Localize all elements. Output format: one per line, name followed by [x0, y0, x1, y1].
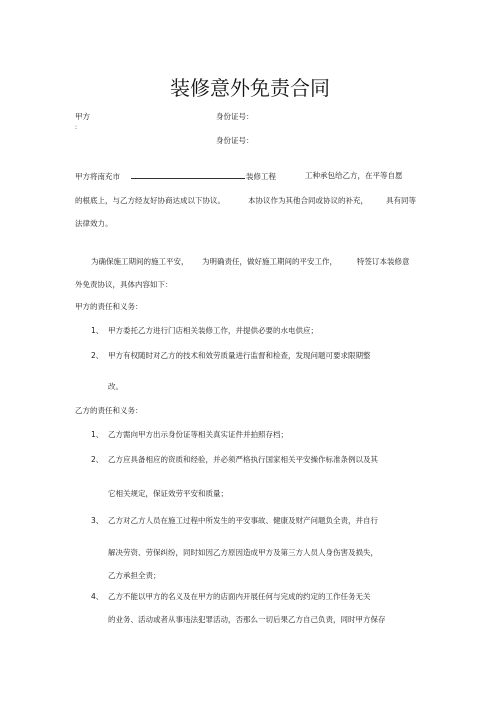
id-number-label-1: 身份证号： [216, 112, 254, 121]
id-number-label-2: 身份证号： [216, 136, 254, 145]
party-b-item-4-text: 乙方不能以甲方的名义及在甲方的店面内开展任何与完成的约定的工作任务无关 [108, 592, 371, 601]
party-b-item-3-text: 乙方对乙方人员在施工过程中所发生的平安事故、健康及财产问题负全责，并自行 [108, 516, 378, 525]
project-name-blank [131, 171, 245, 179]
purpose-line-1b: 为明确责任，做好施工期间的平安工作， [202, 257, 337, 266]
intro-line-2a: 的根底上，与乙方经友好协商达成以下协议。 [75, 196, 225, 205]
party-b-item-1-num: 1、 [91, 430, 104, 439]
party-a-item-1-text: 甲方委托乙方进行门店相关装修工作，并提供必要的水电供应； [108, 326, 318, 335]
party-a-label: 甲方 [75, 112, 90, 121]
party-a-colon: : [75, 124, 78, 131]
party-b-item-3-cont: 解决劳资、劳保纠纷，同时如因乙方原因造成甲方及第三方人员人身伤害及损失， [108, 548, 378, 557]
party-a-item-2-num: 2、 [91, 351, 104, 360]
party-a-item-2-text: 甲方有权随时对乙方的技术和效劳质量进行监督和检查，发现问题可要求限期整 [108, 351, 371, 360]
party-a-duties-heading: 甲方的责任和义务： [75, 302, 143, 311]
party-b-duties-heading: 乙方的责任和义务： [75, 406, 143, 415]
party-b-item-4-num: 4、 [91, 592, 104, 601]
party-b-item-2-num: 2、 [91, 455, 104, 464]
intro-line-3: 法律效力。 [75, 219, 113, 228]
party-b-item-3-cont2: 乙方承担全责； [108, 571, 161, 580]
intro-text-b: 装修工程 [246, 172, 276, 181]
intro-line-2c: 具有同等 [386, 196, 416, 205]
party-b-item-1-text: 乙方需向甲方出示身份证等相关真实证件并拍照存档； [108, 430, 288, 439]
purpose-line-1c: 特签订本装修意 [357, 257, 410, 266]
document-title: 装修意外免责合同 [170, 76, 330, 100]
party-b-item-3-num: 3、 [91, 516, 104, 525]
party-b-item-2-text: 乙方应具备相应的资质和经验，并必须严格执行国家相关平安操作标准条例以及其 [108, 455, 378, 464]
intro-line-2b: 本协议作为其他合同或协议的补充， [248, 196, 368, 205]
intro-line-1 [75, 171, 276, 182]
party-a-item-1-num: 1、 [91, 326, 104, 335]
party-b-item-2-cont: 它相关规定，保证效劳平安和质量； [108, 489, 228, 498]
purpose-line-1a: 为确保施工期间的施工平安， [91, 257, 189, 266]
party-b-item-4-cont: 的业务、活动或者从事违法犯罪活动，否那么一切后果乙方自己负责，同时甲方保存 [108, 615, 386, 624]
intro-text-a: 甲方将南充市 [75, 172, 120, 181]
purpose-line-2: 外免责协议，具体内容如下： [75, 280, 173, 289]
party-a-item-2-cont: 改。 [108, 382, 123, 391]
intro-text-c: 工种承包给乙方，在平等自愿 [305, 171, 403, 180]
